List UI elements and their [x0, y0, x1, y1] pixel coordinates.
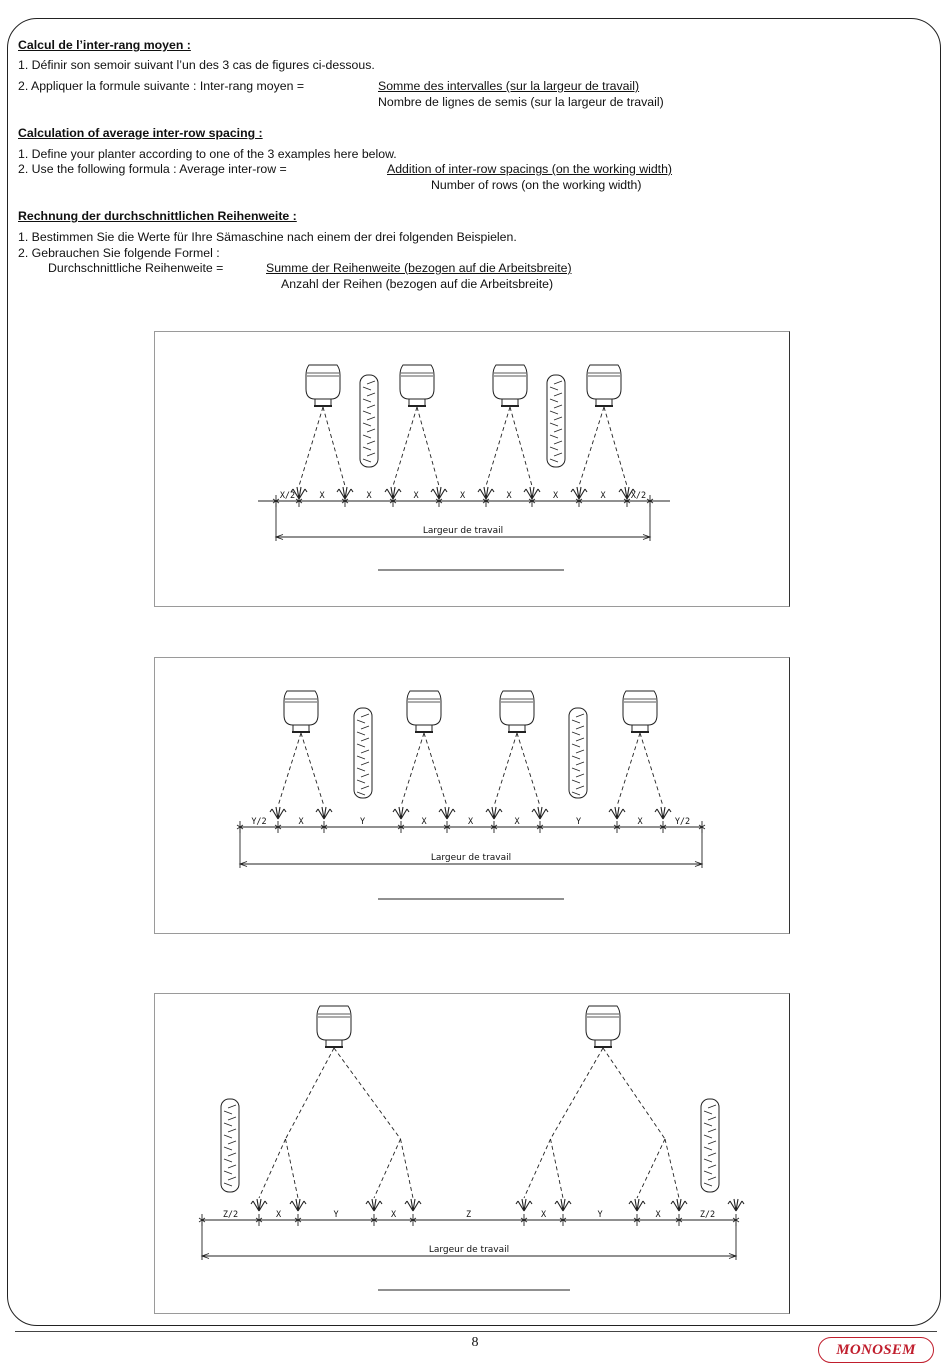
- tractor-wheel-icon: [547, 375, 565, 467]
- segment-label: Y/2: [251, 817, 267, 827]
- segment-label: X: [366, 491, 372, 501]
- hopper-outlet: [509, 725, 525, 732]
- seed-path: [603, 1048, 665, 1139]
- step1-en: 1. Define your planter according to one of the 3 examples here below.: [18, 147, 397, 161]
- segment-label: X/2: [279, 491, 296, 501]
- seed-hopper-icon: [493, 365, 527, 406]
- hopper-outlet: [409, 399, 425, 406]
- seedling-icon: [655, 807, 671, 819]
- seedling-icon: [629, 1199, 645, 1211]
- segment-label: X: [275, 1210, 282, 1220]
- hopper-body: [493, 365, 527, 399]
- seedling-icon: [270, 807, 286, 819]
- segment-label: X: [413, 491, 419, 501]
- segment-label: Y: [333, 1210, 339, 1220]
- seedling-icon: [486, 807, 502, 819]
- segment-label: Y/2: [674, 817, 691, 827]
- seedling-icon: [251, 1199, 267, 1211]
- page-number: 8: [471, 1335, 479, 1350]
- seed-hopper-icon: [317, 1006, 351, 1047]
- segment-label: X: [637, 817, 643, 827]
- seed-path: [524, 1139, 551, 1198]
- seed-hopper-icon: [407, 691, 441, 732]
- seed-path: [551, 1139, 564, 1198]
- segment-label: X: [514, 817, 520, 827]
- seed-path: [494, 733, 517, 806]
- formula-numerator-fr: Somme des intervalles (sur la largeur de travail): [378, 79, 640, 93]
- heading-de: Rechnung der durchschnittlichen Reihenweite :: [18, 209, 297, 223]
- hopper-outlet: [632, 725, 648, 732]
- hopper-body: [623, 691, 657, 725]
- seed-path: [334, 1048, 401, 1139]
- segment-label: X: [319, 491, 325, 501]
- seedling-icon: [516, 1199, 532, 1211]
- seed-path: [278, 733, 301, 806]
- seed-path: [401, 1139, 414, 1198]
- seed-path: [517, 733, 540, 806]
- seed-hopper-icon: [587, 365, 621, 406]
- segment-label: X: [600, 491, 606, 501]
- seedling-icon: [555, 1199, 571, 1211]
- figure-1-diagram: [154, 331, 790, 607]
- formula-label-de: Durchschnittliche Reihenweite =: [48, 261, 224, 275]
- hopper-body: [400, 365, 434, 399]
- figure-2-diagram: [154, 657, 790, 934]
- formula-denominator-de: Anzahl der Reihen (bezogen auf die Arbeitsbreite): [281, 277, 554, 291]
- seed-hopper-icon: [500, 691, 534, 732]
- seedling-icon: [316, 807, 332, 819]
- seed-path: [286, 1139, 299, 1198]
- seed-hopper-icon: [400, 365, 434, 406]
- seed-path: [579, 407, 604, 486]
- formula-numerator-en: Addition of inter-row spacings (on the working width): [387, 162, 673, 176]
- seed-path: [617, 733, 640, 806]
- step1-fr: 1. Définir son semoir suivant l’un des 3 cas de figures ci-dessous.: [18, 58, 375, 72]
- hopper-outlet: [596, 399, 612, 406]
- hopper-body: [500, 691, 534, 725]
- tractor-wheel-icon: [360, 375, 378, 467]
- heading-fr: Calcul de l’inter-rang moyen :: [18, 38, 191, 52]
- hopper-outlet: [293, 725, 309, 732]
- seed-hopper-icon: [623, 691, 657, 732]
- figure-1-svg: [155, 332, 789, 606]
- segment-label: X: [552, 491, 559, 501]
- seedling-icon: [290, 1199, 306, 1211]
- seed-path: [665, 1139, 679, 1198]
- logo-text: MONOSEM: [836, 1341, 916, 1358]
- seed-path: [286, 1048, 335, 1139]
- segment-label: X: [540, 1210, 547, 1220]
- seed-path: [604, 407, 627, 486]
- step1-de: 1. Bestimmen Sie die Werte für Ihre Sämaschine nach einem der drei folgenden Beispielen.: [18, 230, 517, 244]
- seed-path: [323, 407, 345, 486]
- seed-path: [301, 733, 324, 806]
- segment-label: Y: [359, 817, 366, 827]
- hopper-body: [407, 691, 441, 725]
- seed-hopper-icon: [284, 691, 318, 732]
- hopper-outlet: [326, 1040, 342, 1047]
- tractor-wheel-icon: [569, 708, 587, 798]
- seed-path: [374, 1139, 401, 1198]
- figure-2-svg: [155, 658, 789, 933]
- segment-label: X: [506, 491, 512, 501]
- segment-label: X: [467, 817, 474, 827]
- seed-hopper-icon: [306, 365, 340, 406]
- seed-path: [486, 407, 510, 486]
- segment-label: Z: [465, 1210, 472, 1220]
- heading-en: Calculation of average inter-row spacing :: [18, 126, 263, 140]
- tractor-wheel-icon: [354, 708, 372, 798]
- hopper-body: [586, 1006, 620, 1040]
- step2-fr: 2. Appliquer la formule suivante : Inter-rang moyen =: [18, 79, 305, 93]
- width-label: Largeur de travail: [430, 853, 512, 863]
- monosem-logo: [818, 1337, 934, 1363]
- hopper-outlet: [502, 399, 518, 406]
- seedling-icon: [532, 807, 548, 819]
- seed-path: [299, 407, 323, 486]
- seed-path: [393, 407, 417, 486]
- seed-path: [424, 733, 447, 806]
- figure-3-diagram: [154, 993, 790, 1314]
- segment-label: Z/2: [222, 1210, 239, 1220]
- width-label: Largeur de travail: [428, 1245, 510, 1255]
- step2-en: 2. Use the following formula : Average inter-row =: [18, 162, 287, 176]
- hopper-outlet: [315, 399, 331, 406]
- segment-label: X: [390, 1210, 397, 1220]
- hopper-body: [317, 1006, 351, 1040]
- width-label: Largeur de travail: [422, 526, 504, 536]
- step2-de: 2. Gebrauchen Sie folgende Formel :: [18, 246, 220, 260]
- segment-label: X: [298, 817, 304, 827]
- formula-denominator-en: Number of rows (on the working width): [431, 178, 642, 192]
- seedling-icon: [393, 807, 409, 819]
- footer-rule: [15, 1331, 937, 1332]
- seed-path: [637, 1139, 665, 1198]
- hopper-outlet: [595, 1040, 611, 1047]
- formula-numerator-de: Summe der Reihenweite (bezogen auf die Arbeitsbreite): [266, 261, 572, 275]
- figure-3-svg: [155, 994, 789, 1313]
- seed-path: [640, 733, 663, 806]
- segment-label: X: [655, 1210, 661, 1220]
- hopper-body: [284, 691, 318, 725]
- seedling-icon: [439, 807, 455, 819]
- hopper-body: [306, 365, 340, 399]
- seed-hopper-icon: [586, 1006, 620, 1047]
- segment-label: Z/2: [699, 1210, 716, 1220]
- seedling-icon: [671, 1199, 687, 1211]
- seed-path: [551, 1048, 604, 1139]
- seed-path: [510, 407, 532, 486]
- seedling-icon: [366, 1199, 382, 1211]
- seedling-icon: [405, 1199, 421, 1211]
- segment-label: X: [421, 817, 427, 827]
- seed-path: [259, 1139, 286, 1198]
- seed-path: [401, 733, 424, 806]
- seedling-icon: [728, 1199, 744, 1211]
- seedling-icon: [609, 807, 625, 819]
- segment-label: Y: [575, 817, 582, 827]
- seed-path: [417, 407, 439, 486]
- formula-denominator-fr: Nombre de lignes de semis (sur la largeur de travail): [378, 95, 664, 109]
- hopper-body: [587, 365, 621, 399]
- hopper-outlet: [416, 725, 432, 732]
- segment-label: X/2: [630, 491, 647, 501]
- segment-label: Y: [597, 1210, 603, 1220]
- segment-label: X: [459, 491, 466, 501]
